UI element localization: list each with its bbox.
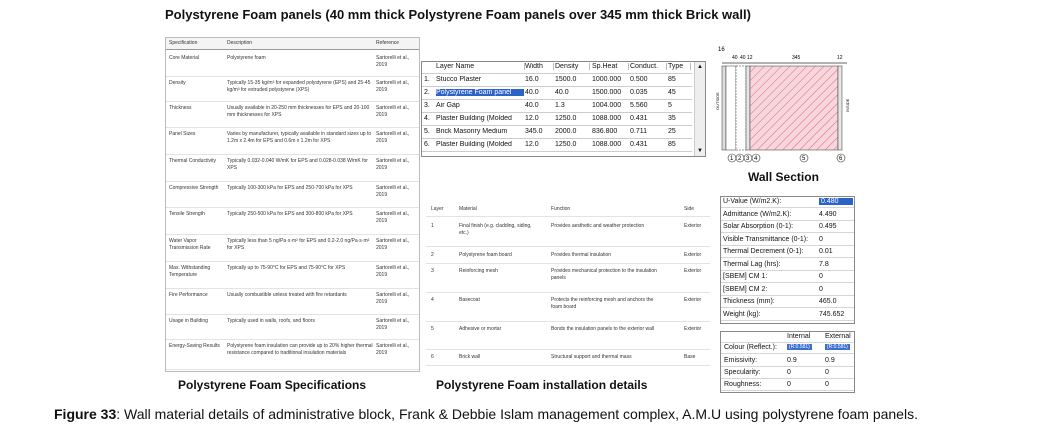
property-label: Admittance (W/m2.K): [723,210,792,218]
layer-density: 1250.0 [555,141,577,148]
spec-description: Polystyrene foam [227,55,266,61]
internal-colour-swatch[interactable]: (R:0.581) [789,344,810,350]
property-label: Thermal Decrement (0-1): [723,248,804,255]
layer-type: 5 [668,102,672,109]
spec-header-cell: Reference [376,40,400,46]
layer-width: 12.0 [525,141,539,148]
spec-name: Thermal Conductivity [169,158,216,164]
install-header-cell: Material [459,206,477,212]
spec-row [166,316,419,340]
internal-value[interactable]: 0 [787,381,791,388]
spec-name: Energy-Saving Results [169,343,220,349]
property-row [721,247,854,258]
figure-label: Figure 33 [54,406,117,422]
layer-row[interactable] [422,88,692,100]
spec-name: Usage in Building [169,318,208,324]
layer-density: 1.3 [555,102,565,109]
spec-header-row [166,38,419,50]
layer-cond: 0.500 [630,76,648,83]
layer-width: 40.0 [525,89,539,96]
spec-reference: Sartorelli et al., 2019 [376,265,410,278]
grid-column-header[interactable]: Sp.Heat [592,63,629,70]
install-row [426,323,710,350]
spec-description: Varies by manufacturer, typically available in standard sizes up to 1.2m x 2.4m for EPS and 0.6m x 1.2m for XPS [227,131,372,144]
spec-table [165,37,420,372]
spec-description: Usually combustible unless treated with fire retardants [227,292,347,298]
property-row [721,272,854,283]
layer-density: 1250.0 [555,115,577,122]
spec-reference: Sartorelli et al., 2019 [376,343,410,356]
layer-row[interactable] [422,127,692,139]
property-label: U-Value (W/m2.K): [723,198,782,205]
internal-value[interactable]: 0.9 [787,357,797,364]
dim-label: 345 [792,55,801,61]
marker: 2 [738,156,742,162]
install-row [426,220,710,247]
layer-sp: 1088.000 [592,141,622,148]
property-label: [SBEM] CM 1: [723,273,768,280]
spec-reference: Sartorelli et al., 2019 [376,211,410,224]
install-layer: 2 [431,252,434,258]
install-layer: 5 [431,326,434,332]
install-function: Provides thermal insulation [551,252,612,258]
layer-name: Brick Masonry Medium [436,128,508,135]
install-layer: 1 [431,223,434,229]
spec-row [166,53,419,77]
layer-number: 2. [424,89,430,96]
spec-description: Typically up to 75-90°C for EPS and 75-90°C for XPS [227,265,346,271]
layer-cond: 0.711 [630,128,647,135]
marker: 4 [754,156,758,162]
spec-reference: Sartorelli et al., 2019 [376,238,410,251]
layer-row[interactable] [422,140,692,152]
scroll-down-icon[interactable]: ▼ [697,148,703,154]
spec-name: Fire Performance [169,292,208,298]
internal-value[interactable]: 0 [787,369,791,376]
grid-column-header[interactable]: Layer Name [436,63,525,70]
install-side: Exterior [684,326,702,332]
install-layer: 6 [431,354,434,360]
spec-name: Panel Sizes [169,131,196,137]
spec-row [166,290,419,315]
spec-description: Typically used in walls, roofs, and floors [227,318,315,324]
spec-reference: Sartorelli et al., 2019 [376,80,410,93]
install-header-cell: Function [551,206,571,212]
layer-grid-scrollbar[interactable] [694,62,705,156]
install-material: Reinforcing mesh [459,268,498,274]
external-colour-swatch[interactable]: (R:0.581) [827,344,848,350]
layer-name: Stucco Plaster [436,76,482,83]
install-side: Exterior [684,268,702,274]
layer-grid-header [422,62,692,74]
install-material: Basecoat [459,297,480,303]
property-row [721,260,854,271]
layer-sp: 1004.000 [592,102,622,109]
spec-reference: Sartorelli et al., 2019 [376,318,410,331]
property-value[interactable]: 0.495 [819,223,837,230]
surface-property-label: Specularity: [724,369,761,376]
marker: 1 [730,156,734,162]
spec-name: Density [169,80,186,86]
spec-row [166,103,419,128]
spec-description: Usually available in 20-250 mm thicknesses for EPS and 20-100 mm thicknesses for XPS [227,105,370,118]
outside-label: OUTSIDE [715,92,720,110]
install-function: Protects the reinforcing mesh and anchors the foam board [551,297,654,310]
layer-row[interactable] [422,114,692,126]
dim-label: 40 [732,55,738,61]
layer-cond: 0.431 [630,141,648,148]
layer-type: 35 [668,115,676,122]
install-material: Brick wall [459,354,481,360]
property-value[interactable]: 465.0 [819,298,837,305]
layer-grid [421,61,706,157]
layer-width: 12.0 [525,115,539,122]
figure-text: : Wall material details of administrative block, Frank & Debbie Islam management complex, A.M.U using polystyrene foam panels. [116,406,918,422]
surface-property-row [721,356,854,367]
install-row [426,294,710,322]
figure-heading: Polystyrene Foam panels (40 mm thick Polystyrene Foam panels over 345 mm thick Brick wall) [165,7,751,22]
marker: 6 [839,156,843,162]
install-header-cell: Side [684,206,695,212]
spec-description: Typically 0.032-0.040 W/mK for EPS and 0.028-0.038 W/mK for XPS [227,158,368,171]
spec-description: Typically 250-500 kPa for EPS and 300-800 kPa for XPS [227,211,353,217]
property-value[interactable]: 0.01 [819,248,833,255]
property-value[interactable]: 7.8 [819,260,829,268]
spec-name: Tensile Strength [169,211,205,217]
install-side: Exterior [684,223,702,229]
layer-name: Air Gap [436,102,460,109]
brick-hatch [750,66,838,150]
dim-label: 12 [747,55,753,61]
dim-label: 16 [718,47,725,53]
layer-density: 40.0 [555,89,569,96]
layer-number: 6. [424,141,430,148]
property-row [721,297,854,308]
wall-section-title: Wall Section [748,170,819,184]
layer-number: 4. [424,115,430,122]
spec-row [166,236,419,262]
spec-description: Polystyrene foam insulation can provide up to 20% higher thermal resistance compared to traditional insulation materials [227,343,373,356]
layer-air-gap [736,66,746,150]
property-label: Visible Transmittance (0-1): [723,235,809,243]
layer-name: Polystyrene Foam panel [436,89,524,96]
layer-type: 85 [668,76,676,83]
spec-reference: Sartorelli et al., 2019 [376,131,410,144]
install-function: Provides mechanical protection to the insulation panels [551,268,657,281]
spec-header-cell: Specification [169,40,198,46]
layer-type: 25 [668,128,676,135]
properties-panel [720,196,855,324]
inside-label: INSIDE [845,98,850,112]
spec-header-cell: Description [227,40,253,46]
layer-density: 2000.0 [555,128,577,135]
dim-label: 40 [740,55,746,61]
property-value[interactable]: 0 [819,235,823,243]
surface-property-label: Roughness: [724,381,762,388]
install-material: Adhesive or mortar [459,326,502,332]
surface-property-row [721,368,854,379]
spec-row [166,78,419,102]
install-function: Bonds the insulation panels to the exterior wall [551,326,655,332]
property-value[interactable]: 0 [819,285,823,293]
property-value[interactable]: 745.652 [819,310,845,318]
layer-type: 85 [668,141,676,148]
spec-reference: Sartorelli et al., 2019 [376,185,410,198]
property-label: [SBEM] CM 2: [723,285,768,293]
layer-cond: 0.035 [630,89,648,96]
layer-stucco [722,66,726,150]
spec-row [166,129,419,155]
layer-cond: 5.560 [630,102,648,109]
spec-name: Compressive Strength [169,185,219,191]
install-row [426,249,710,264]
layer-number: 5. [424,128,430,135]
dim-label: 12 [837,55,843,61]
property-label: Solar Absorption (0-1): [723,223,794,230]
layer-row[interactable] [422,75,692,87]
install-row [426,265,710,293]
install-header-cell: Layer [431,206,444,212]
grid-column-header[interactable]: Density [555,63,590,70]
layer-sp: 1000.000 [592,76,622,83]
install-caption: Polystyrene Foam installation details [436,378,648,392]
spec-description: Typically 100-300 kPa for EPS and 250-700 kPa for XPS [227,185,353,191]
layer-name: Plaster Building (Molded [436,141,512,148]
scroll-up-icon[interactable]: ▲ [697,64,703,70]
colour-label: Colour (Reflect.): [724,344,777,351]
layer-number: 1. [424,76,430,83]
install-layer: 3 [431,268,434,274]
layer-density: 1500.0 [555,76,577,83]
install-side: Base [684,354,696,360]
grid-column-header[interactable]: Width [525,63,554,70]
property-row [721,235,854,246]
internal-header: Internal [787,333,811,340]
layer-sp: 1088.000 [592,115,622,122]
external-header: External [825,333,851,340]
spec-row [166,263,419,289]
spec-description: Typically less than 5 ng/Pa·s·m² for EPS and 0.2-2.0 ng/Pa·s·m² for XPS [227,238,370,251]
property-label: Thermal Lag (hrs): [723,260,781,268]
surface-property-row [721,380,854,391]
layer-sp: 1500.000 [592,89,622,96]
property-value[interactable]: 0.480 [819,198,853,205]
install-side: Exterior [684,297,702,303]
install-table [426,200,710,368]
spec-row [166,156,419,182]
spec-row [166,209,419,235]
wall-section-drawing [712,42,862,172]
spec-name: Thickness [169,105,192,111]
layer-markers [728,154,845,162]
layer-width: 40.0 [525,102,539,109]
spec-name: Core Material [169,55,200,61]
spec-name: Water Vapor Transmission Rate [169,238,211,251]
surface-property-label: Emissivity: [724,357,758,364]
external-value[interactable]: 0 [825,381,829,388]
surface-properties-panel [720,331,855,393]
marker: 5 [802,156,806,162]
grid-column-header[interactable]: Conduct. [630,63,667,70]
layer-row[interactable] [422,101,692,113]
property-row [721,310,854,321]
install-material: Final finish (e.g. cladding, siding, etc.) [459,223,532,236]
spec-reference: Sartorelli et al., 2019 [376,105,410,118]
external-value[interactable]: 0 [825,369,829,376]
spec-reference: Sartorelli et al., 2019 [376,292,410,305]
install-header-row [426,206,710,217]
property-row [721,285,854,296]
property-value[interactable]: 4.490 [819,210,837,218]
layer-width: 345.0 [525,128,543,135]
spec-row [166,341,419,370]
layer-plaster-ext [746,66,750,150]
external-value[interactable]: 0.9 [825,357,835,364]
layer-width: 16.0 [525,76,539,83]
property-row [721,197,854,208]
layer-number: 3. [424,102,430,109]
install-function: Structural support and thermal mass [551,354,632,360]
spec-reference: Sartorelli et al., 2019 [376,158,410,171]
property-label: Weight (kg): [723,310,761,318]
install-side: Exterior [684,252,702,258]
grid-column-header[interactable]: Type [668,63,691,70]
marker: 3 [746,156,750,162]
layer-cond: 0.431 [630,115,648,122]
layer-name: Plaster Building (Molded [436,115,512,122]
install-layer: 4 [431,297,434,303]
layer-sp: 836.800 [592,128,618,135]
property-label: Thickness (mm): [723,298,775,305]
spec-reference: Sartorelli et al., 2019 [376,55,410,68]
spec-name: Max. Withstanding Temperature [169,265,211,278]
install-row [426,351,710,366]
layer-type: 45 [668,89,676,96]
spec-caption: Polystyrene Foam Specifications [178,378,367,392]
figure-caption [54,406,918,422]
property-row [721,210,854,221]
property-row [721,222,854,233]
install-function: Provides aesthetic and weather protection [551,223,645,229]
layer-foam [726,66,736,150]
layer-plaster-int [838,66,842,150]
install-material: Polystyrene foam board [459,252,512,258]
spec-description: Typically 15-35 kg/m³ for expanded polystyrene (EPS) and 25-45 kg/m³ for extruded polystyrene (XPS) [227,80,371,93]
spec-row [166,183,419,208]
property-value[interactable]: 0 [819,273,823,280]
